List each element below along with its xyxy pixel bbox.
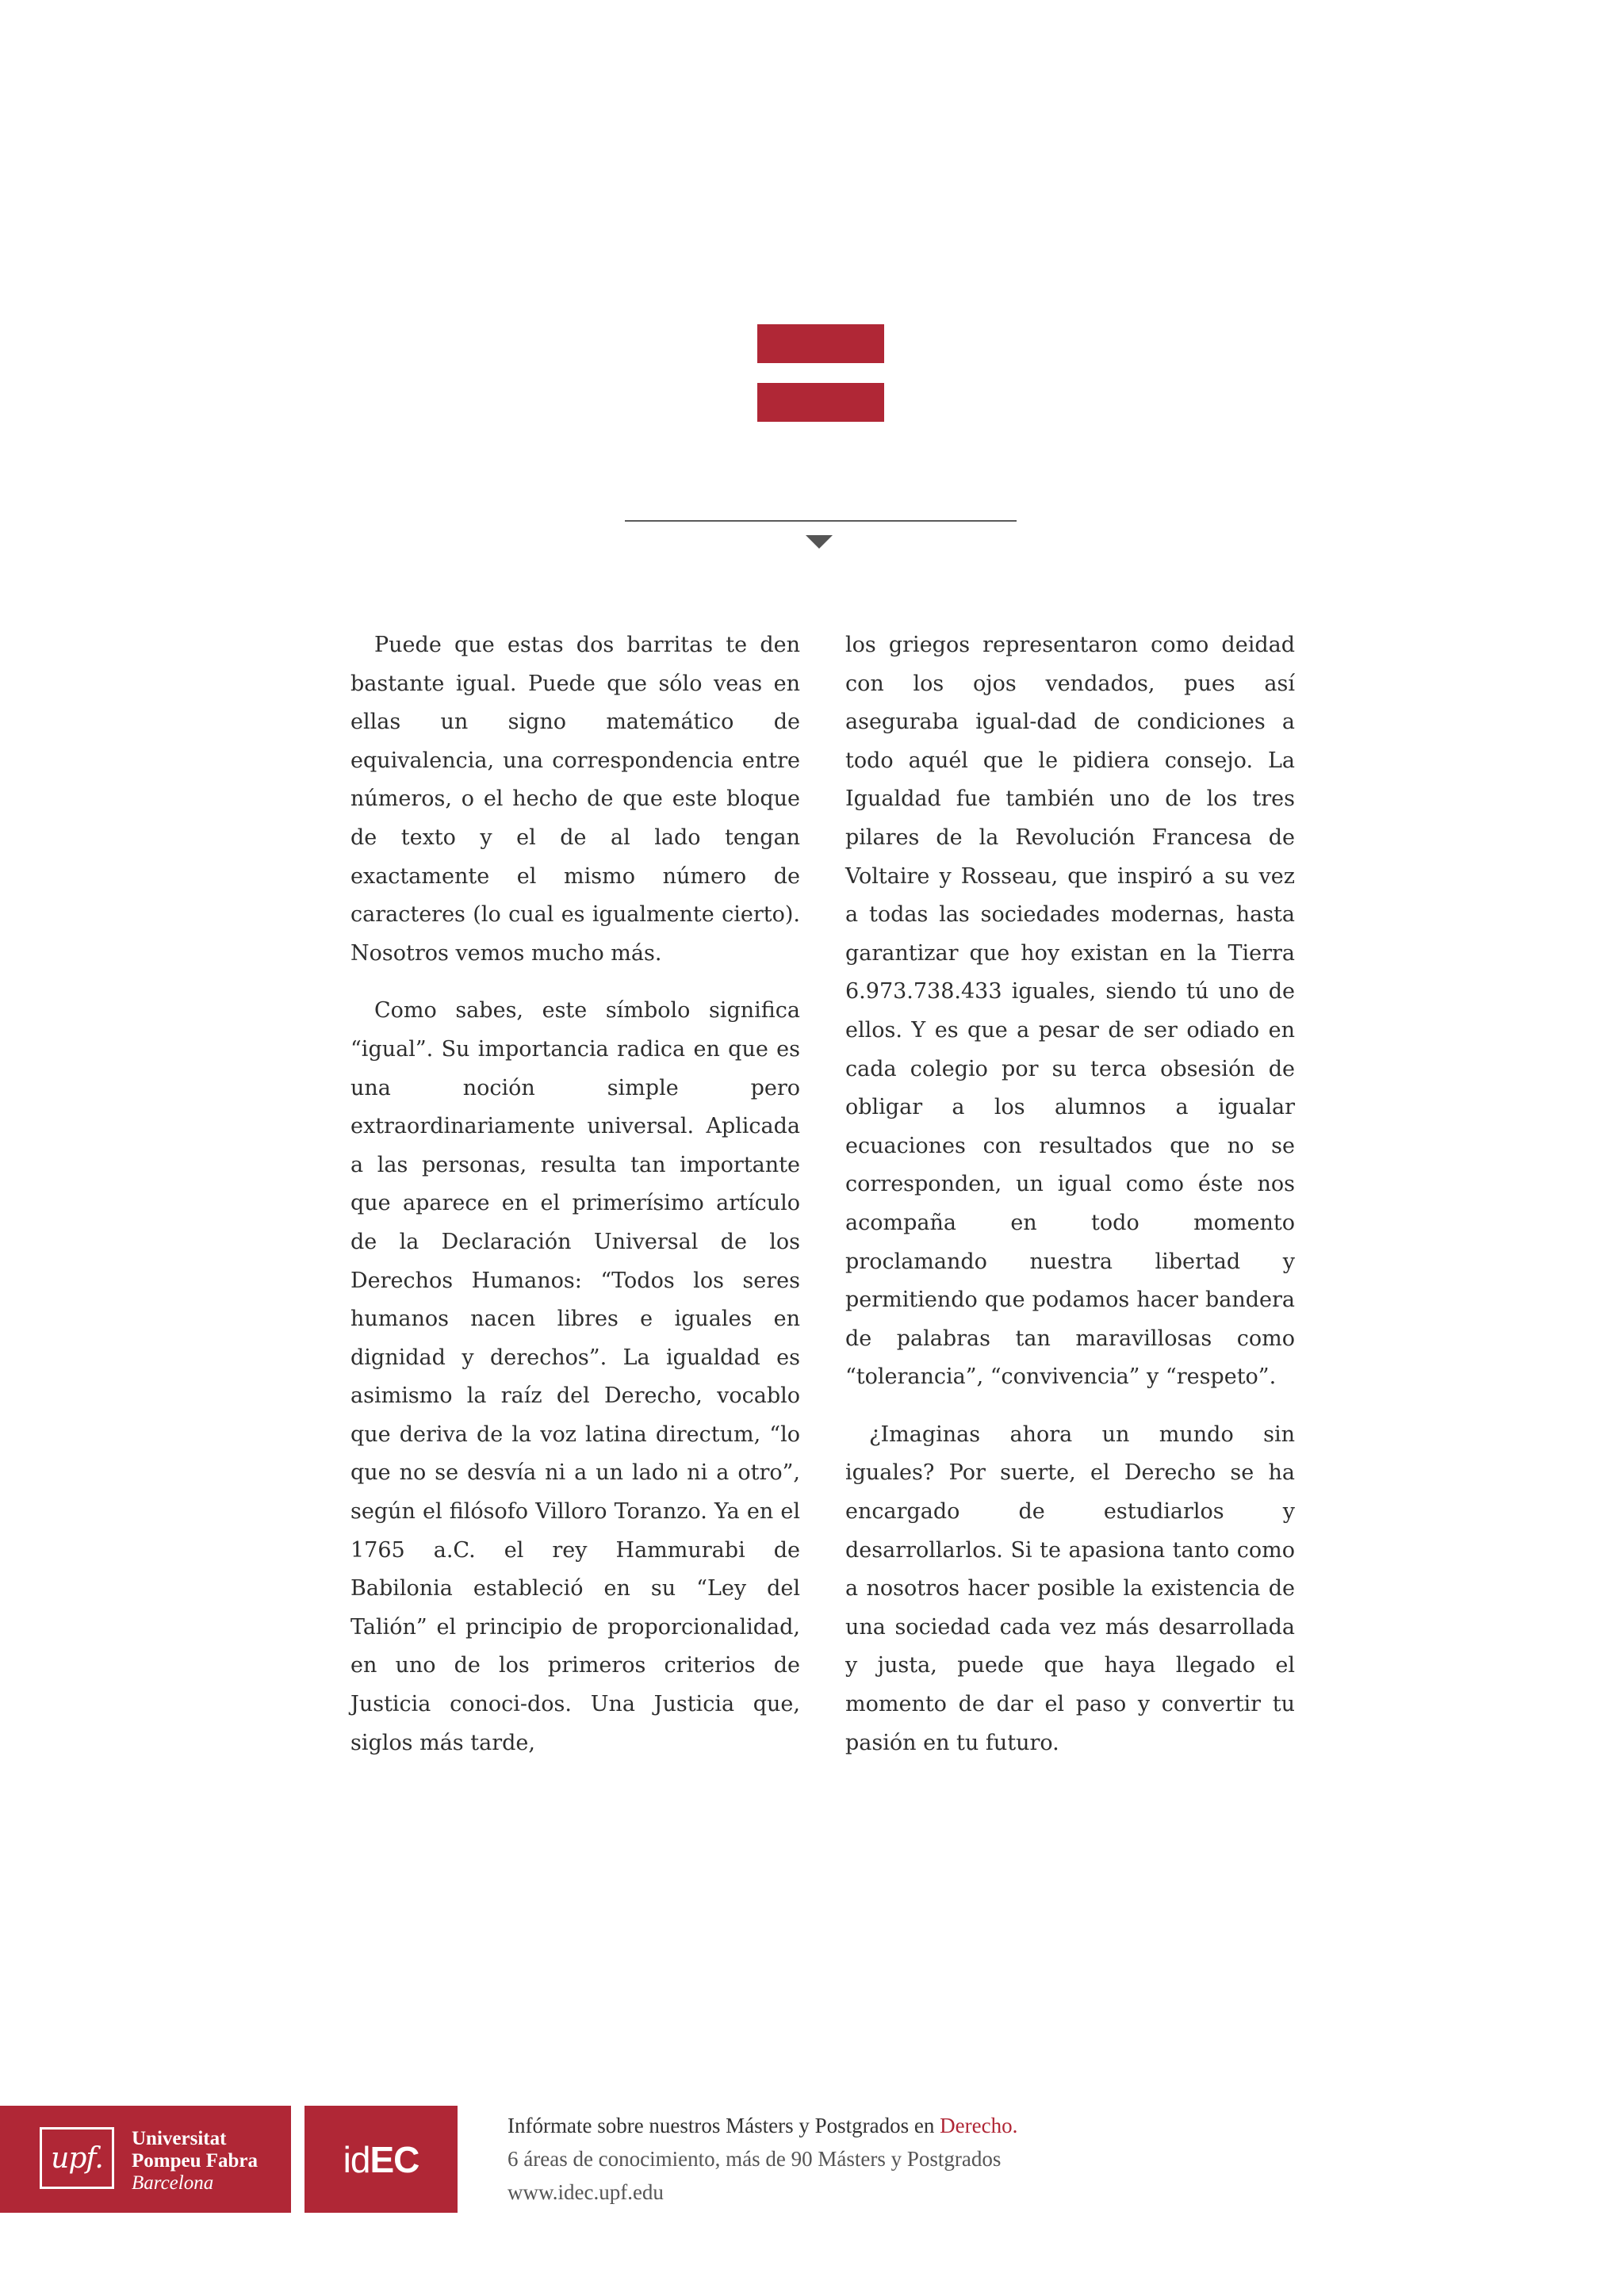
footer-info [508,2109,1017,2209]
footer-info-line-2: 6 áreas de conocimiento, más de 90 Másters y Postgrados [508,2147,1002,2171]
equals-bar-bottom [757,383,884,422]
upf-line-3: Barcelona [132,2172,214,2194]
idec-logo[interactable] [304,2106,458,2213]
paragraph: los griegos representaron como deidad con los ojos vendados, pues así aseguraba igual-dad de condiciones a todo aquél que le pidiera consejo. La Igualdad fue también uno de los tres pilares de la Revolución Francesa de Voltaire y Rosseau, que inspiró a su vez a todas las sociedades modernas, hasta garantizar que hoy existan en la Tierra 6.973.738.433 iguales, siendo tú uno de ellos. Y es que a pesar de ser odiado en cada colegio por su terca obsesión de obligar a los alumnos a igualar ecuaciones con resultados que no se corresponden, un igual como éste nos acompaña en todo momento proclamando nuestra libertad y permitiendo que podamos hacer bandera de palabras tan maravillosas como “tolerancia”, “convivencia” y “respeto”. [845,633,1295,1390]
paragraph: ¿Imaginas ahora un mundo sin iguales? Por suerte, el Derecho se ha encargado de estudiarlos y desarrollarlos. Si te apasiona tanto como a nosotros hacer posible la existencia de una sociedad cada vez más desarrollada y justa, puede que haya llegado el momento de dar el paso y convertir tu pasión en tu futuro. [845,1422,1295,1755]
caret-down-icon [806,535,833,549]
upf-line-2: Pompeu Fabra [132,2150,259,2172]
upf-logo[interactable] [0,2106,291,2213]
upf-line-1: Universitat [132,2128,227,2149]
paragraph: Como sabes, este símbolo significa “igual”. Su importancia radica en que es una noción simple pero extraordinariamente universal. Aplicada a las personas, resulta tan importante que aparece en el primerísimo artículo de la Declaración Universal de los Derechos Humanos: “Todos los seres humanos nacen libres e iguales en dignidad y derechos”. La igualdad es asimismo la raíz del Derecho, vocablo que deriva de la voz latina directum, “lo que no se desvía ni a un lado ni a otro”, según el filósofo Villoro Toranzo. Ya en el 1765 a.C. el rey Hammurabi de Babilonia estableció en su “Ley del Talión” el principio de proporcionalidad, en uno de los primeros criterios de Justicia conoci-dos. Una Justicia que, siglos más tarde, [350,998,800,1755]
upf-wordmark [132,2128,258,2195]
footer-website-link[interactable]: www.idec.upf.edu [508,2180,664,2204]
idec-logo-light: id [343,2138,370,2180]
idec-logo-bold: EC [370,2138,419,2180]
upf-mark: upf. [40,2127,114,2189]
footer-info-prefix: Infórmate sobre nuestros Másters y Postgrados en [508,2114,940,2137]
article-column-left [350,626,800,1781]
paragraph: Puede que estas dos barritas te den bastante igual. Puede que sólo veas en ellas un signo matemático de equivalencia, una correspondencia entre números, o el hecho de que este bloque de texto y el de al lado tengan exactamente el mismo número de caracteres (lo cual es igualmente cierto). Nosotros vemos mucho más. [350,633,800,966]
footer-info-accent: Derecho. [940,2114,1018,2137]
footer-info-line-1 [508,2109,1017,2142]
equals-bar-top [757,324,884,363]
divider-line [625,520,1017,522]
article-column-right [845,626,1295,1781]
